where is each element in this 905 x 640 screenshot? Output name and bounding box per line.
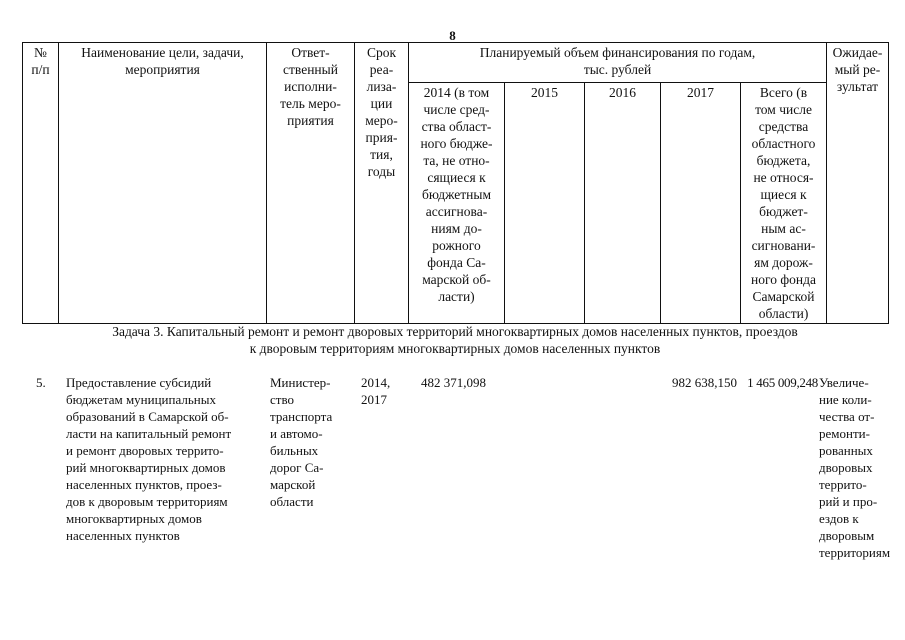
- header-number: № п/п: [23, 43, 59, 324]
- header-result: Ожидае- мый ре- зультат: [827, 43, 889, 324]
- header-funding: Планируемый объем финансирования по годам, тыс. рублей: [409, 43, 827, 83]
- header-executor: Ответ- ственный исполни- тель меро- приятия: [267, 43, 355, 324]
- header-year-2016: 2016: [585, 83, 661, 324]
- row-amount-2014: 482 371,098: [421, 375, 486, 390]
- header-year-2015: 2015: [505, 83, 585, 324]
- header-total: Всего (в том числе средства областного бюджета, не относя- щиеся к бюджет- ным ас- сигновани- ям дорож- ного фонда Самарской области): [741, 83, 827, 324]
- row-number: 5.: [36, 375, 46, 390]
- row-measure-name: Предоставление субсидий бюджетам муниципальных образований в Самарской об- ласти на капитальный ремонт и ремонт дворовых террито- рий многоквартирных домов населенных пунктов, проез- дов к дворовым территориям многоквартирных домов населенных пунктов: [66, 375, 232, 543]
- row-expected-result: Увеличе- ние коли- чества от- ремонти- рованных дворовых террито- рий и про- ездов к дворовым территориям: [819, 375, 891, 560]
- task-heading: Задача 3. Капитальный ремонт и ремонт дворовых территорий многоквартирных домов населенных пунктов, проездов к дворовым территориям многоквартирных домов населенных пунктов: [112, 324, 798, 356]
- header-term: Срок реа- лиза- ции меро- прия- тия, годы: [355, 43, 409, 324]
- funding-table-header: [22, 42, 889, 324]
- page-number: 8: [449, 28, 456, 43]
- row-term: 2014, 2017: [361, 375, 391, 407]
- header-year-2014: 2014 (в том числе сред- ства област- ного бюдже- та, не отно- сящиеся к бюджетным ассигнова- ниям до- рожного фонда Са- марской об- ласти): [409, 83, 505, 324]
- row-amount-total: 1 465 009,248: [747, 375, 818, 390]
- header-name: Наименование цели, задачи, мероприятия: [59, 43, 267, 324]
- row-executor: Министер- ство транспорта и автомо- бильных дорог Са- марской области: [270, 375, 333, 509]
- row-amount-2017: 982 638,150: [672, 375, 737, 390]
- header-year-2017: 2017: [661, 83, 741, 324]
